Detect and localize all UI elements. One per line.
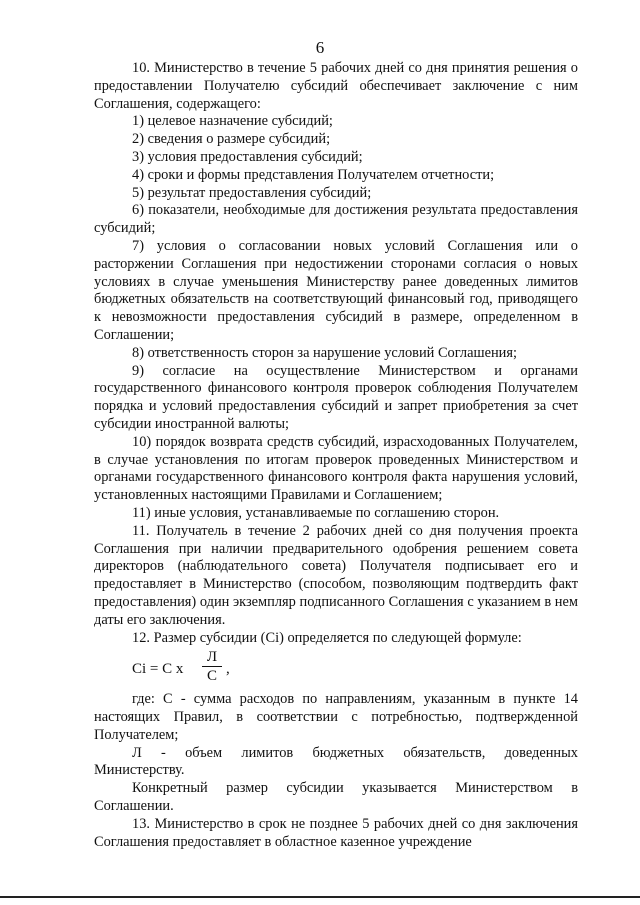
formula-explanation-l: Л - объем лимитов бюджетных обязательств, доведенных Министерству. (94, 744, 578, 779)
paragraph-11: 11. Получатель в течение 2 рабочих дней со дня получения проекта Соглашения при наличии предварительного одобрения решением совета директоров (наблюдательного совета) Получателя подписывает его и предоставляет в Министерство (способом, позволяющим подтвердить факт предоставления) один экземпляр подписанного Соглашения с указанием в нем даты его заключения. (94, 522, 578, 628)
formula-denominator: С (206, 668, 217, 685)
list-item-10: 10) порядок возврата средств субсидий, израсходованных Получателем, в случае установления по итогам проверок проведенных Министерством и органами государственного финансового контроля факта нарушения условий, установленных настоящими Правилами и Соглашением; (94, 433, 578, 504)
paragraph-10: 10. Министерство в течение 5 рабочих дней со дня принятия решения о предоставлении Получателю субсидий обеспечивает заключение с ним Соглашения, содержащего: (94, 60, 578, 112)
formula-numerator: Л (202, 649, 222, 667)
list-item-3: 3) условия предоставления субсидий; (132, 148, 363, 165)
formula-fraction (202, 649, 222, 686)
list-item-8: 8) ответственность сторон за нарушение условий Соглашения; (132, 344, 517, 361)
subsidy-size-note: Конкретный размер субсидии указывается Министерством в Соглашении. (94, 780, 578, 815)
formula-explanation-c: где: С - сумма расходов по направлениям, указанным в пункте 14 настоящих Правил, в соответствии с потребностью, подтвержденной Получателем; (94, 691, 578, 743)
list-item-6: 6) показатели, необходимые для достижения результата предоставления субсидий; (94, 202, 578, 237)
page-bottom-edge (0, 896, 640, 898)
list-item-2: 2) сведения о размере субсидий; (132, 131, 331, 148)
formula-trail: , (226, 661, 230, 678)
list-item-11: 11) иные условия, устанавливаемые по соглашению сторон. (132, 504, 500, 521)
list-item-1: 1) целевое назначение субсидий; (132, 113, 333, 130)
list-item-5: 5) результат предоставления субсидий; (132, 184, 372, 201)
page-number: 6 (315, 38, 325, 57)
list-item-9: 9) согласие на осуществление Министерством и органами государственного финансового контроля проверок соблюдения Получателем порядка и условий предоставления субсидий и запрет приобретения за счет субсидии иностранной валюты; (94, 362, 578, 432)
paragraph-13: 13. Министерство в срок не позднее 5 рабочих дней со дня заключения Соглашения предоставляет в областное казенное учреждение (94, 815, 578, 850)
list-item-4: 4) сроки и формы представления Получателем отчетности; (132, 166, 495, 183)
subsidy-formula (132, 649, 578, 691)
formula-lhs: Ci = С x (132, 661, 184, 678)
document-body (94, 60, 578, 851)
list-item-7: 7) условия о согласовании новых условий Соглашения или о расторжении Соглашения при недостижении сторонами согласия о новых условиях в случае уменьшения Министерству ранее доведенных лимитов бюджетных обязательств на соответствующий финансовый год, приводящего к невозможности предоставления субсидий в размере, определенном в Соглашении; (94, 237, 578, 343)
paragraph-12: 12. Размер субсидии (Ci) определяется по следующей формуле: (132, 629, 522, 646)
